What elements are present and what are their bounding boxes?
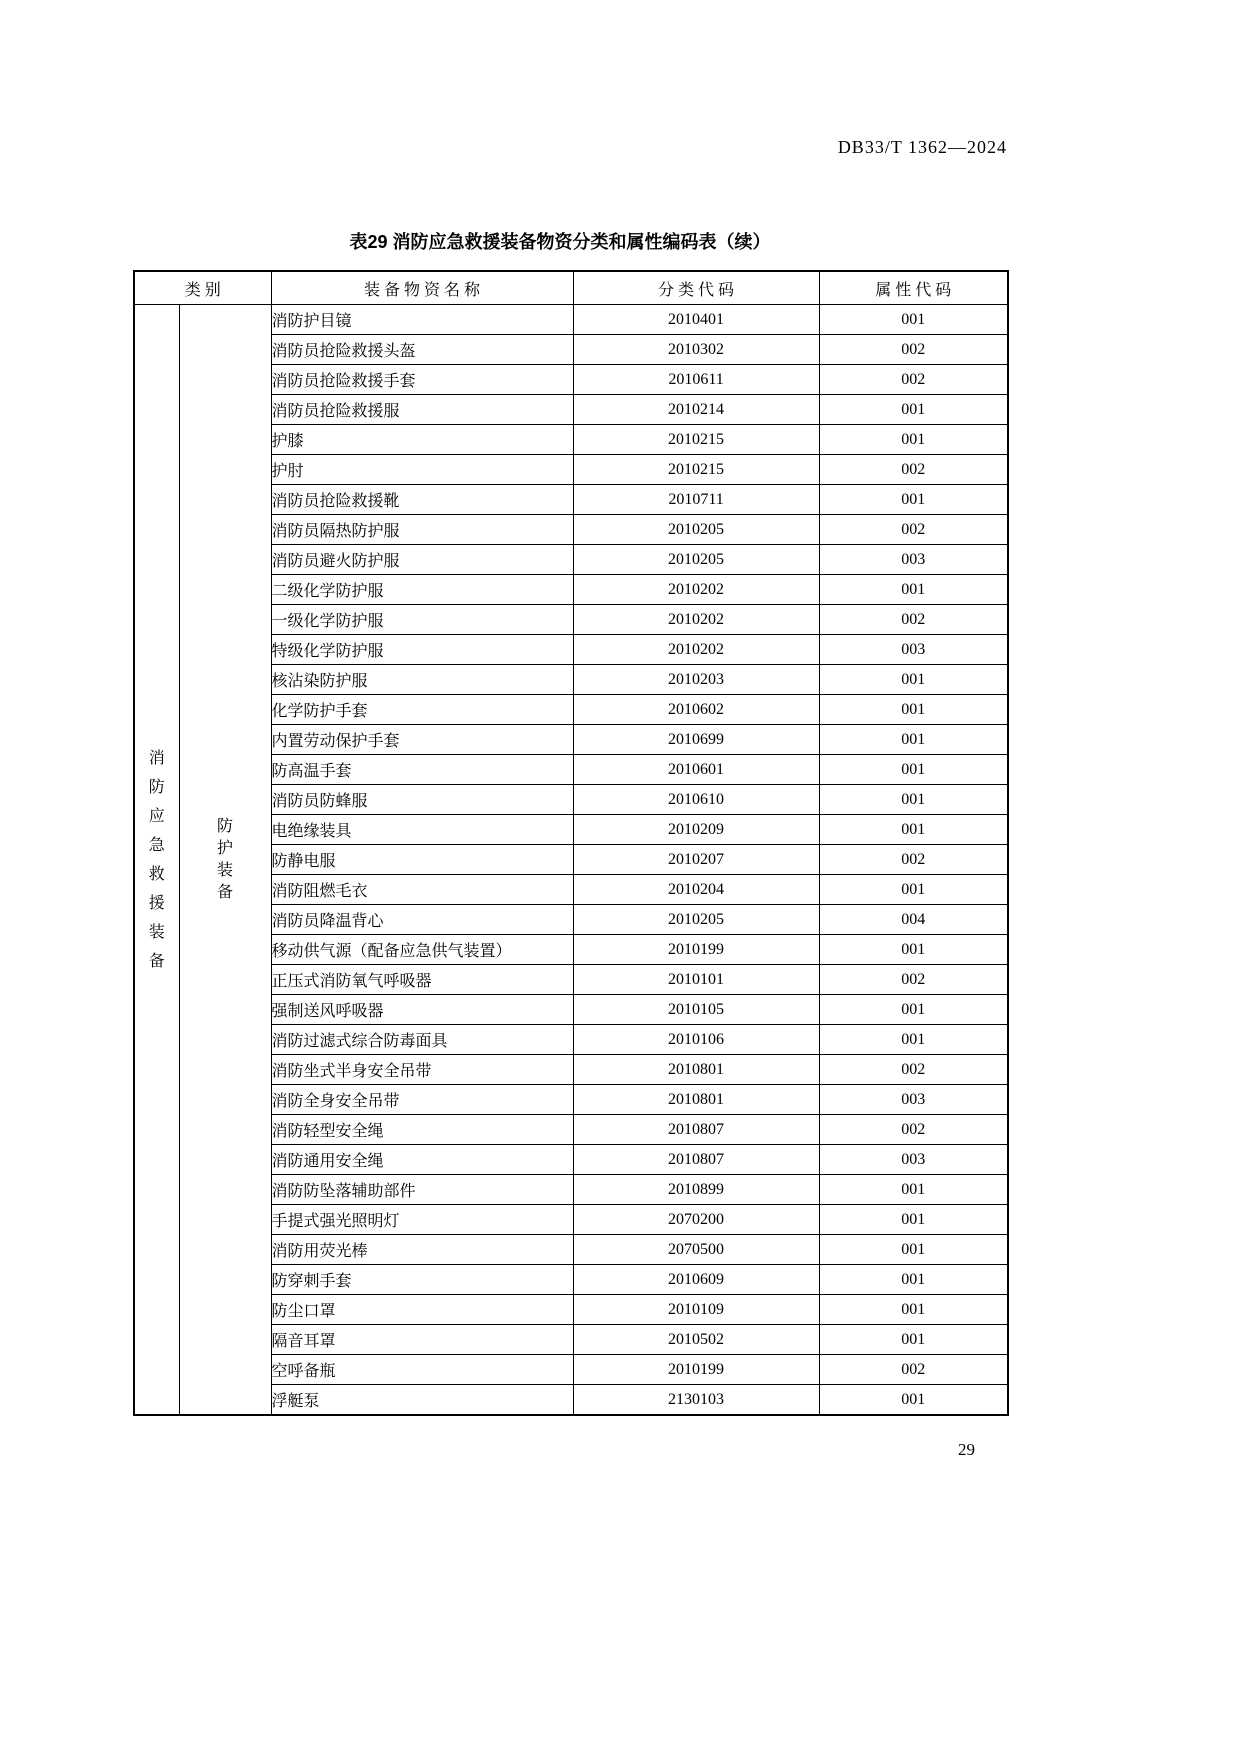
attr-code-cell: 002 (819, 965, 1008, 995)
equipment-name-cell: 内置劳动保护手套 (271, 725, 573, 755)
attr-code-cell: 001 (819, 695, 1008, 725)
class-code-cell: 2010199 (573, 1355, 819, 1385)
attr-code-cell: 002 (819, 365, 1008, 395)
attr-code-cell: 001 (819, 815, 1008, 845)
attr-code-cell: 001 (819, 305, 1008, 335)
table-header-row (134, 271, 1008, 305)
class-code-cell: 2010205 (573, 515, 819, 545)
attr-code-cell: 002 (819, 455, 1008, 485)
class-code-cell: 2010209 (573, 815, 819, 845)
class-code-cell: 2010199 (573, 935, 819, 965)
class-code-cell: 2010215 (573, 425, 819, 455)
attr-code-cell: 002 (819, 1115, 1008, 1145)
equipment-name-cell: 消防轻型安全绳 (271, 1115, 573, 1145)
class-code-cell: 2010609 (573, 1265, 819, 1295)
category-main-label: 消 防 应 急 救 援 装 备 (148, 749, 165, 970)
class-code-cell: 2070200 (573, 1205, 819, 1235)
class-code-cell: 2010202 (573, 635, 819, 665)
attr-code-cell: 001 (819, 875, 1008, 905)
equipment-name-cell: 消防员抢险救援服 (271, 395, 573, 425)
equipment-name-cell: 消防员防蜂服 (271, 785, 573, 815)
equipment-name-cell: 正压式消防氧气呼吸器 (271, 965, 573, 995)
class-code-cell: 2010202 (573, 605, 819, 635)
attr-code-cell: 001 (819, 485, 1008, 515)
table-row (134, 305, 1008, 335)
doc-number: DB33/T 1362—2024 (837, 137, 1007, 157)
equipment-name-cell: 移动供气源（配备应急供气装置） (271, 935, 573, 965)
attr-code-cell: 002 (819, 1055, 1008, 1085)
class-code-cell: 2010205 (573, 545, 819, 575)
attr-code-cell: 001 (819, 725, 1008, 755)
class-code-cell: 2010106 (573, 1025, 819, 1055)
equipment-name-cell: 一级化学防护服 (271, 605, 573, 635)
class-code-cell: 2010203 (573, 665, 819, 695)
attr-code-cell: 001 (819, 1025, 1008, 1055)
class-code-cell: 2010711 (573, 485, 819, 515)
equipment-name-cell: 消防阻燃毛衣 (271, 875, 573, 905)
attr-code-cell: 001 (819, 1235, 1008, 1265)
equipment-name-cell: 消防员抢险救援靴 (271, 485, 573, 515)
class-code-cell: 2010610 (573, 785, 819, 815)
attr-code-cell: 001 (819, 785, 1008, 815)
attr-code-cell: 002 (819, 515, 1008, 545)
class-code-cell: 2010807 (573, 1115, 819, 1145)
equipment-name-cell: 强制送风呼吸器 (271, 995, 573, 1025)
class-code-cell: 2010215 (573, 455, 819, 485)
equipment-name-cell: 二级化学防护服 (271, 575, 573, 605)
equipment-name-cell: 浮艇泵 (271, 1385, 573, 1416)
equipment-name-cell: 手提式强光照明灯 (271, 1205, 573, 1235)
attr-code-cell: 002 (819, 335, 1008, 365)
class-code-cell: 2010807 (573, 1145, 819, 1175)
class-code-cell: 2010105 (573, 995, 819, 1025)
equipment-name-cell: 消防员抢险救援头盔 (271, 335, 573, 365)
attr-code-cell: 002 (819, 845, 1008, 875)
attr-code-cell: 001 (819, 575, 1008, 605)
category-sub-label: 防 护 装 备 (217, 817, 234, 901)
class-code-cell: 2010109 (573, 1295, 819, 1325)
equipment-name-cell: 消防员避火防护服 (271, 545, 573, 575)
class-code-cell: 2010801 (573, 1085, 819, 1115)
class-code-cell: 2010611 (573, 365, 819, 395)
class-code-cell: 2010205 (573, 905, 819, 935)
class-code-cell: 2010207 (573, 845, 819, 875)
equipment-name-cell: 消防坐式半身安全吊带 (271, 1055, 573, 1085)
class-code-cell: 2010202 (573, 575, 819, 605)
equipment-name-cell: 化学防护手套 (271, 695, 573, 725)
category-main-cell (134, 305, 179, 1416)
equipment-table (133, 270, 1009, 1416)
equipment-name-cell: 消防用荧光棒 (271, 1235, 573, 1265)
equipment-name-cell: 消防员隔热防护服 (271, 515, 573, 545)
attr-code-cell: 001 (819, 1175, 1008, 1205)
attr-code-cell: 001 (819, 425, 1008, 455)
attr-code-cell: 001 (819, 755, 1008, 785)
attr-code-cell: 002 (819, 605, 1008, 635)
class-code-cell: 2010302 (573, 335, 819, 365)
header-attr-code: 属 性 代 码 (819, 271, 1008, 305)
class-code-cell: 2010204 (573, 875, 819, 905)
class-code-cell: 2130103 (573, 1385, 819, 1416)
equipment-name-cell: 消防过滤式综合防毒面具 (271, 1025, 573, 1055)
class-code-cell: 2010801 (573, 1055, 819, 1085)
equipment-name-cell: 消防通用安全绳 (271, 1145, 573, 1175)
header-class-code: 分 类 代 码 (573, 271, 819, 305)
equipment-name-cell: 核沾染防护服 (271, 665, 573, 695)
class-code-cell: 2010502 (573, 1325, 819, 1355)
class-code-cell: 2010899 (573, 1175, 819, 1205)
equipment-name-cell: 消防员降温背心 (271, 905, 573, 935)
page-number: 29 (958, 1440, 975, 1459)
class-code-cell: 2070500 (573, 1235, 819, 1265)
header-category: 类 别 (134, 271, 271, 305)
equipment-name-cell: 消防全身安全吊带 (271, 1085, 573, 1115)
class-code-cell: 2010101 (573, 965, 819, 995)
header-equipment-name: 装 备 物 资 名 称 (271, 271, 573, 305)
attr-code-cell: 003 (819, 635, 1008, 665)
equipment-name-cell: 隔音耳罩 (271, 1325, 573, 1355)
attr-code-cell: 001 (819, 1295, 1008, 1325)
category-sub-cell (179, 305, 271, 1416)
attr-code-cell: 001 (819, 1325, 1008, 1355)
attr-code-cell: 001 (819, 1385, 1008, 1416)
equipment-name-cell: 特级化学防护服 (271, 635, 573, 665)
attr-code-cell: 004 (819, 905, 1008, 935)
class-code-cell: 2010601 (573, 755, 819, 785)
class-code-cell: 2010699 (573, 725, 819, 755)
attr-code-cell: 003 (819, 1145, 1008, 1175)
equipment-name-cell: 护肘 (271, 455, 573, 485)
attr-code-cell: 001 (819, 935, 1008, 965)
equipment-name-cell: 消防员抢险救援手套 (271, 365, 573, 395)
equipment-name-cell: 消防防坠落辅助部件 (271, 1175, 573, 1205)
class-code-cell: 2010401 (573, 305, 819, 335)
attr-code-cell: 001 (819, 665, 1008, 695)
class-code-cell: 2010602 (573, 695, 819, 725)
table-title: 表29 消防应急救援装备物资分类和属性编码表（续） (349, 232, 771, 252)
attr-code-cell: 001 (819, 1205, 1008, 1235)
equipment-name-cell: 防尘口罩 (271, 1295, 573, 1325)
attr-code-cell: 001 (819, 395, 1008, 425)
equipment-name-cell: 电绝缘装具 (271, 815, 573, 845)
attr-code-cell: 003 (819, 1085, 1008, 1115)
equipment-name-cell: 空呼备瓶 (271, 1355, 573, 1385)
equipment-name-cell: 护膝 (271, 425, 573, 455)
attr-code-cell: 003 (819, 545, 1008, 575)
equipment-name-cell: 防高温手套 (271, 755, 573, 785)
equipment-name-cell: 防穿刺手套 (271, 1265, 573, 1295)
equipment-name-cell: 消防护目镜 (271, 305, 573, 335)
attr-code-cell: 002 (819, 1355, 1008, 1385)
attr-code-cell: 001 (819, 1265, 1008, 1295)
class-code-cell: 2010214 (573, 395, 819, 425)
equipment-name-cell: 防静电服 (271, 845, 573, 875)
attr-code-cell: 001 (819, 995, 1008, 1025)
